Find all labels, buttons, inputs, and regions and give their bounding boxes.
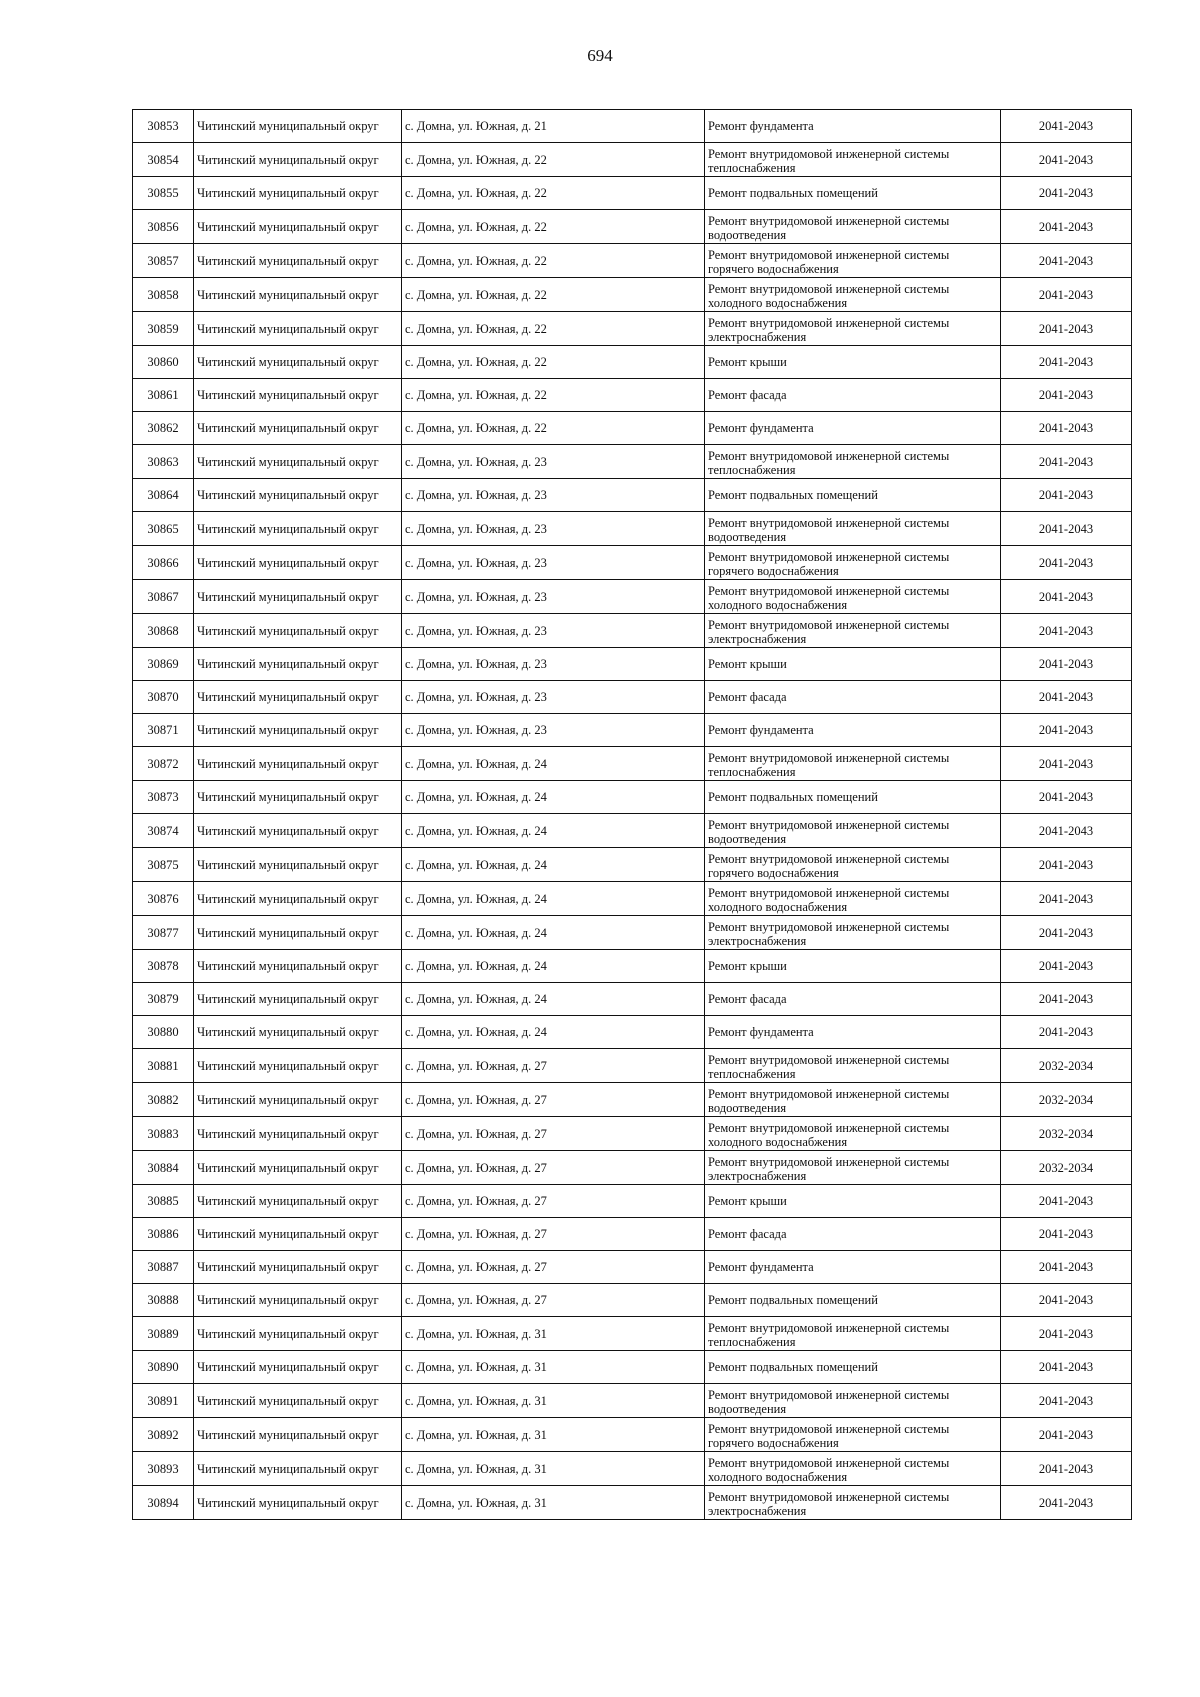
table-row [133,312,1132,346]
municipality-cell: Читинский муниципальный округ [194,1452,402,1486]
row-number-cell: 30874 [133,814,194,848]
period-cell: 2041-2043 [1001,580,1132,614]
row-number-cell: 30894 [133,1486,194,1520]
work-type-cell: Ремонт внутридомовой инженерной системы водоотведения [705,512,1001,546]
work-type-cell: Ремонт фундамента [705,1016,1001,1049]
period-cell: 2041-2043 [1001,614,1132,648]
table-row [133,1251,1132,1284]
row-number-cell: 30876 [133,882,194,916]
row-number-cell: 30856 [133,210,194,244]
municipality-cell: Читинский муниципальный округ [194,379,402,412]
address-cell: с. Домна, ул. Южная, д. 27 [402,1083,705,1117]
municipality-cell: Читинский муниципальный округ [194,110,402,143]
work-type-cell: Ремонт внутридомовой инженерной системы теплоснабжения [705,1049,1001,1083]
work-type-cell: Ремонт фундамента [705,110,1001,143]
municipality-cell: Читинский муниципальный округ [194,681,402,714]
period-cell: 2041-2043 [1001,412,1132,445]
work-type-cell: Ремонт крыши [705,346,1001,379]
address-cell: с. Домна, ул. Южная, д. 23 [402,479,705,512]
municipality-cell: Читинский муниципальный округ [194,1185,402,1218]
address-cell: с. Домна, ул. Южная, д. 23 [402,580,705,614]
work-type-cell: Ремонт внутридомовой инженерной системы электроснабжения [705,614,1001,648]
address-cell: с. Домна, ул. Южная, д. 27 [402,1117,705,1151]
address-cell: с. Домна, ул. Южная, д. 23 [402,681,705,714]
period-cell: 2032-2034 [1001,1049,1132,1083]
row-number-cell: 30860 [133,346,194,379]
municipality-cell: Читинский муниципальный округ [194,1151,402,1185]
row-number-cell: 30872 [133,747,194,781]
municipality-cell: Читинский муниципальный округ [194,1083,402,1117]
row-number-cell: 30864 [133,479,194,512]
municipality-cell: Читинский муниципальный округ [194,781,402,814]
work-type-cell: Ремонт крыши [705,950,1001,983]
row-number-cell: 30858 [133,278,194,312]
period-cell: 2041-2043 [1001,1486,1132,1520]
table-row [133,445,1132,479]
table-row [133,1452,1132,1486]
period-cell: 2041-2043 [1001,346,1132,379]
period-cell: 2041-2043 [1001,244,1132,278]
address-cell: с. Домна, ул. Южная, д. 31 [402,1418,705,1452]
table-row [133,747,1132,781]
municipality-cell: Читинский муниципальный округ [194,1486,402,1520]
address-cell: с. Домна, ул. Южная, д. 23 [402,546,705,580]
address-cell: с. Домна, ул. Южная, д. 31 [402,1486,705,1520]
row-number-cell: 30886 [133,1218,194,1251]
table-row [133,546,1132,580]
address-cell: с. Домна, ул. Южная, д. 24 [402,814,705,848]
work-type-cell: Ремонт внутридомовой инженерной системы электроснабжения [705,1151,1001,1185]
period-cell: 2041-2043 [1001,1384,1132,1418]
work-type-cell: Ремонт внутридомовой инженерной системы электроснабжения [705,1486,1001,1520]
table-row [133,412,1132,445]
municipality-cell: Читинский муниципальный округ [194,1251,402,1284]
period-cell: 2041-2043 [1001,479,1132,512]
period-cell: 2041-2043 [1001,648,1132,681]
period-cell: 2041-2043 [1001,312,1132,346]
table-row [133,1418,1132,1452]
period-cell: 2041-2043 [1001,747,1132,781]
row-number-cell: 30862 [133,412,194,445]
row-number-cell: 30871 [133,714,194,747]
address-cell: с. Домна, ул. Южная, д. 24 [402,916,705,950]
row-number-cell: 30875 [133,848,194,882]
table-row [133,210,1132,244]
work-type-cell: Ремонт фасада [705,983,1001,1016]
municipality-cell: Читинский муниципальный округ [194,143,402,177]
period-cell: 2041-2043 [1001,1185,1132,1218]
address-cell: с. Домна, ул. Южная, д. 27 [402,1218,705,1251]
page-number: 694 [587,46,613,65]
work-type-cell: Ремонт внутридомовой инженерной системы водоотведения [705,814,1001,848]
address-cell: с. Домна, ул. Южная, д. 22 [402,177,705,210]
address-cell: с. Домна, ул. Южная, д. 31 [402,1384,705,1418]
period-cell: 2041-2043 [1001,916,1132,950]
work-type-cell: Ремонт подвальных помещений [705,1284,1001,1317]
period-cell: 2041-2043 [1001,177,1132,210]
address-cell: с. Домна, ул. Южная, д. 23 [402,445,705,479]
row-number-cell: 30880 [133,1016,194,1049]
municipality-cell: Читинский муниципальный округ [194,210,402,244]
table-row [133,882,1132,916]
municipality-cell: Читинский муниципальный округ [194,412,402,445]
period-cell: 2041-2043 [1001,983,1132,1016]
row-number-cell: 30891 [133,1384,194,1418]
address-cell: с. Домна, ул. Южная, д. 27 [402,1185,705,1218]
municipality-cell: Читинский муниципальный округ [194,1351,402,1384]
address-cell: с. Домна, ул. Южная, д. 27 [402,1151,705,1185]
work-type-cell: Ремонт подвальных помещений [705,177,1001,210]
municipality-cell: Читинский муниципальный округ [194,580,402,614]
row-number-cell: 30868 [133,614,194,648]
period-cell: 2032-2034 [1001,1083,1132,1117]
table-row [133,244,1132,278]
work-type-cell: Ремонт подвальных помещений [705,1351,1001,1384]
row-number-cell: 30890 [133,1351,194,1384]
row-number-cell: 30893 [133,1452,194,1486]
row-number-cell: 30857 [133,244,194,278]
period-cell: 2041-2043 [1001,1016,1132,1049]
address-cell: с. Домна, ул. Южная, д. 22 [402,143,705,177]
row-number-cell: 30853 [133,110,194,143]
work-type-cell: Ремонт подвальных помещений [705,479,1001,512]
municipality-cell: Читинский муниципальный округ [194,1317,402,1351]
table-row [133,1016,1132,1049]
period-cell: 2041-2043 [1001,814,1132,848]
work-type-cell: Ремонт внутридомовой инженерной системы водоотведения [705,210,1001,244]
table-row [133,1317,1132,1351]
municipality-cell: Читинский муниципальный округ [194,1117,402,1151]
work-type-cell: Ремонт внутридомовой инженерной системы водоотведения [705,1384,1001,1418]
work-type-cell: Ремонт внутридомовой инженерной системы горячего водоснабжения [705,546,1001,580]
row-number-cell: 30883 [133,1117,194,1151]
work-type-cell: Ремонт фундамента [705,1251,1001,1284]
table-row [133,1185,1132,1218]
work-type-cell: Ремонт внутридомовой инженерной системы водоотведения [705,1083,1001,1117]
address-cell: с. Домна, ул. Южная, д. 21 [402,110,705,143]
table-row [133,848,1132,882]
address-cell: с. Домна, ул. Южная, д. 27 [402,1251,705,1284]
address-cell: с. Домна, ул. Южная, д. 22 [402,210,705,244]
municipality-cell: Читинский муниципальный округ [194,714,402,747]
work-type-cell: Ремонт внутридомовой инженерной системы горячего водоснабжения [705,1418,1001,1452]
table-row [133,916,1132,950]
address-cell: с. Домна, ул. Южная, д. 24 [402,848,705,882]
table-row [133,1117,1132,1151]
table-row [133,143,1132,177]
table-row [133,814,1132,848]
municipality-cell: Читинский муниципальный округ [194,479,402,512]
period-cell: 2041-2043 [1001,681,1132,714]
address-cell: с. Домна, ул. Южная, д. 31 [402,1452,705,1486]
work-type-cell: Ремонт внутридомовой инженерной системы холодного водоснабжения [705,1452,1001,1486]
period-cell: 2032-2034 [1001,1151,1132,1185]
period-cell: 2041-2043 [1001,950,1132,983]
table-row [133,1284,1132,1317]
municipality-cell: Читинский муниципальный округ [194,278,402,312]
address-cell: с. Домна, ул. Южная, д. 24 [402,882,705,916]
table-row [133,648,1132,681]
table-row [133,177,1132,210]
municipality-cell: Читинский муниципальный округ [194,648,402,681]
period-cell: 2041-2043 [1001,1351,1132,1384]
municipality-cell: Читинский муниципальный округ [194,1049,402,1083]
address-cell: с. Домна, ул. Южная, д. 22 [402,346,705,379]
period-cell: 2041-2043 [1001,882,1132,916]
period-cell: 2041-2043 [1001,445,1132,479]
table-row [133,1218,1132,1251]
period-cell: 2041-2043 [1001,278,1132,312]
table-row [133,1351,1132,1384]
address-cell: с. Домна, ул. Южная, д. 31 [402,1351,705,1384]
period-cell: 2041-2043 [1001,848,1132,882]
work-type-cell: Ремонт внутридомовой инженерной системы горячего водоснабжения [705,848,1001,882]
municipality-cell: Читинский муниципальный округ [194,1384,402,1418]
municipality-cell: Читинский муниципальный округ [194,445,402,479]
table-row [133,950,1132,983]
table-row [133,781,1132,814]
municipality-cell: Читинский муниципальный округ [194,848,402,882]
row-number-cell: 30882 [133,1083,194,1117]
period-cell: 2041-2043 [1001,1452,1132,1486]
row-number-cell: 30865 [133,512,194,546]
address-cell: с. Домна, ул. Южная, д. 23 [402,614,705,648]
table-row [133,681,1132,714]
row-number-cell: 30859 [133,312,194,346]
municipality-cell: Читинский муниципальный округ [194,614,402,648]
municipality-cell: Читинский муниципальный округ [194,1418,402,1452]
table-row [133,580,1132,614]
work-type-cell: Ремонт крыши [705,648,1001,681]
work-type-cell: Ремонт крыши [705,1185,1001,1218]
work-type-cell: Ремонт внутридомовой инженерной системы электроснабжения [705,312,1001,346]
table-row [133,983,1132,1016]
period-cell: 2041-2043 [1001,210,1132,244]
address-cell: с. Домна, ул. Южная, д. 24 [402,747,705,781]
work-type-cell: Ремонт подвальных помещений [705,781,1001,814]
row-number-cell: 30881 [133,1049,194,1083]
row-number-cell: 30879 [133,983,194,1016]
address-cell: с. Домна, ул. Южная, д. 23 [402,714,705,747]
period-cell: 2041-2043 [1001,546,1132,580]
municipality-cell: Читинский муниципальный округ [194,983,402,1016]
address-cell: с. Домна, ул. Южная, д. 24 [402,983,705,1016]
address-cell: с. Домна, ул. Южная, д. 22 [402,278,705,312]
row-number-cell: 30873 [133,781,194,814]
work-type-cell: Ремонт внутридомовой инженерной системы холодного водоснабжения [705,1117,1001,1151]
address-cell: с. Домна, ул. Южная, д. 22 [402,312,705,346]
row-number-cell: 30888 [133,1284,194,1317]
address-cell: с. Домна, ул. Южная, д. 31 [402,1317,705,1351]
work-type-cell: Ремонт фундамента [705,714,1001,747]
table-row [133,614,1132,648]
table-row [133,714,1132,747]
work-type-cell: Ремонт внутридомовой инженерной системы теплоснабжения [705,747,1001,781]
work-type-cell: Ремонт внутридомовой инженерной системы электроснабжения [705,916,1001,950]
work-type-cell: Ремонт фасада [705,379,1001,412]
table-row [133,379,1132,412]
address-cell: с. Домна, ул. Южная, д. 22 [402,379,705,412]
period-cell: 2032-2034 [1001,1117,1132,1151]
address-cell: с. Домна, ул. Южная, д. 22 [402,412,705,445]
repair-schedule-table [132,109,1132,1520]
row-number-cell: 30884 [133,1151,194,1185]
municipality-cell: Читинский муниципальный округ [194,546,402,580]
period-cell: 2041-2043 [1001,512,1132,546]
table-row [133,278,1132,312]
period-cell: 2041-2043 [1001,143,1132,177]
row-number-cell: 30866 [133,546,194,580]
work-type-cell: Ремонт внутридомовой инженерной системы холодного водоснабжения [705,580,1001,614]
address-cell: с. Домна, ул. Южная, д. 24 [402,1016,705,1049]
row-number-cell: 30863 [133,445,194,479]
row-number-cell: 30887 [133,1251,194,1284]
table-row [133,346,1132,379]
table-row [133,110,1132,143]
work-type-cell: Ремонт внутридомовой инженерной системы теплоснабжения [705,1317,1001,1351]
municipality-cell: Читинский муниципальный округ [194,950,402,983]
municipality-cell: Читинский муниципальный округ [194,177,402,210]
work-type-cell: Ремонт внутридомовой инженерной системы теплоснабжения [705,445,1001,479]
table-row [133,1083,1132,1117]
address-cell: с. Домна, ул. Южная, д. 23 [402,648,705,681]
row-number-cell: 30877 [133,916,194,950]
municipality-cell: Читинский муниципальный округ [194,882,402,916]
work-type-cell: Ремонт внутридомовой инженерной системы теплоснабжения [705,143,1001,177]
period-cell: 2041-2043 [1001,1317,1132,1351]
table-row [133,1049,1132,1083]
municipality-cell: Читинский муниципальный округ [194,312,402,346]
municipality-cell: Читинский муниципальный округ [194,814,402,848]
table-row [133,512,1132,546]
work-type-cell: Ремонт фундамента [705,412,1001,445]
work-type-cell: Ремонт внутридомовой инженерной системы горячего водоснабжения [705,244,1001,278]
municipality-cell: Читинский муниципальный округ [194,916,402,950]
table-row [133,479,1132,512]
period-cell: 2041-2043 [1001,1284,1132,1317]
table-row [133,1486,1132,1520]
municipality-cell: Читинский муниципальный округ [194,244,402,278]
municipality-cell: Читинский муниципальный округ [194,346,402,379]
row-number-cell: 30885 [133,1185,194,1218]
address-cell: с. Домна, ул. Южная, д. 24 [402,950,705,983]
row-number-cell: 30892 [133,1418,194,1452]
row-number-cell: 30870 [133,681,194,714]
municipality-cell: Читинский муниципальный округ [194,1016,402,1049]
period-cell: 2041-2043 [1001,781,1132,814]
period-cell: 2041-2043 [1001,379,1132,412]
table-row [133,1384,1132,1418]
municipality-cell: Читинский муниципальный округ [194,512,402,546]
work-type-cell: Ремонт фасада [705,1218,1001,1251]
row-number-cell: 30855 [133,177,194,210]
period-cell: 2041-2043 [1001,1251,1132,1284]
row-number-cell: 30878 [133,950,194,983]
address-cell: с. Домна, ул. Южная, д. 22 [402,244,705,278]
address-cell: с. Домна, ул. Южная, д. 27 [402,1284,705,1317]
work-type-cell: Ремонт фасада [705,681,1001,714]
address-cell: с. Домна, ул. Южная, д. 27 [402,1049,705,1083]
municipality-cell: Читинский муниципальный округ [194,1284,402,1317]
work-type-cell: Ремонт внутридомовой инженерной системы холодного водоснабжения [705,278,1001,312]
row-number-cell: 30889 [133,1317,194,1351]
period-cell: 2041-2043 [1001,714,1132,747]
period-cell: 2041-2043 [1001,1218,1132,1251]
municipality-cell: Читинский муниципальный округ [194,1218,402,1251]
address-cell: с. Домна, ул. Южная, д. 24 [402,781,705,814]
period-cell: 2041-2043 [1001,110,1132,143]
table-body [133,110,1132,1520]
work-type-cell: Ремонт внутридомовой инженерной системы холодного водоснабжения [705,882,1001,916]
row-number-cell: 30869 [133,648,194,681]
row-number-cell: 30854 [133,143,194,177]
row-number-cell: 30861 [133,379,194,412]
table-row [133,1151,1132,1185]
period-cell: 2041-2043 [1001,1418,1132,1452]
row-number-cell: 30867 [133,580,194,614]
address-cell: с. Домна, ул. Южная, д. 23 [402,512,705,546]
municipality-cell: Читинский муниципальный округ [194,747,402,781]
